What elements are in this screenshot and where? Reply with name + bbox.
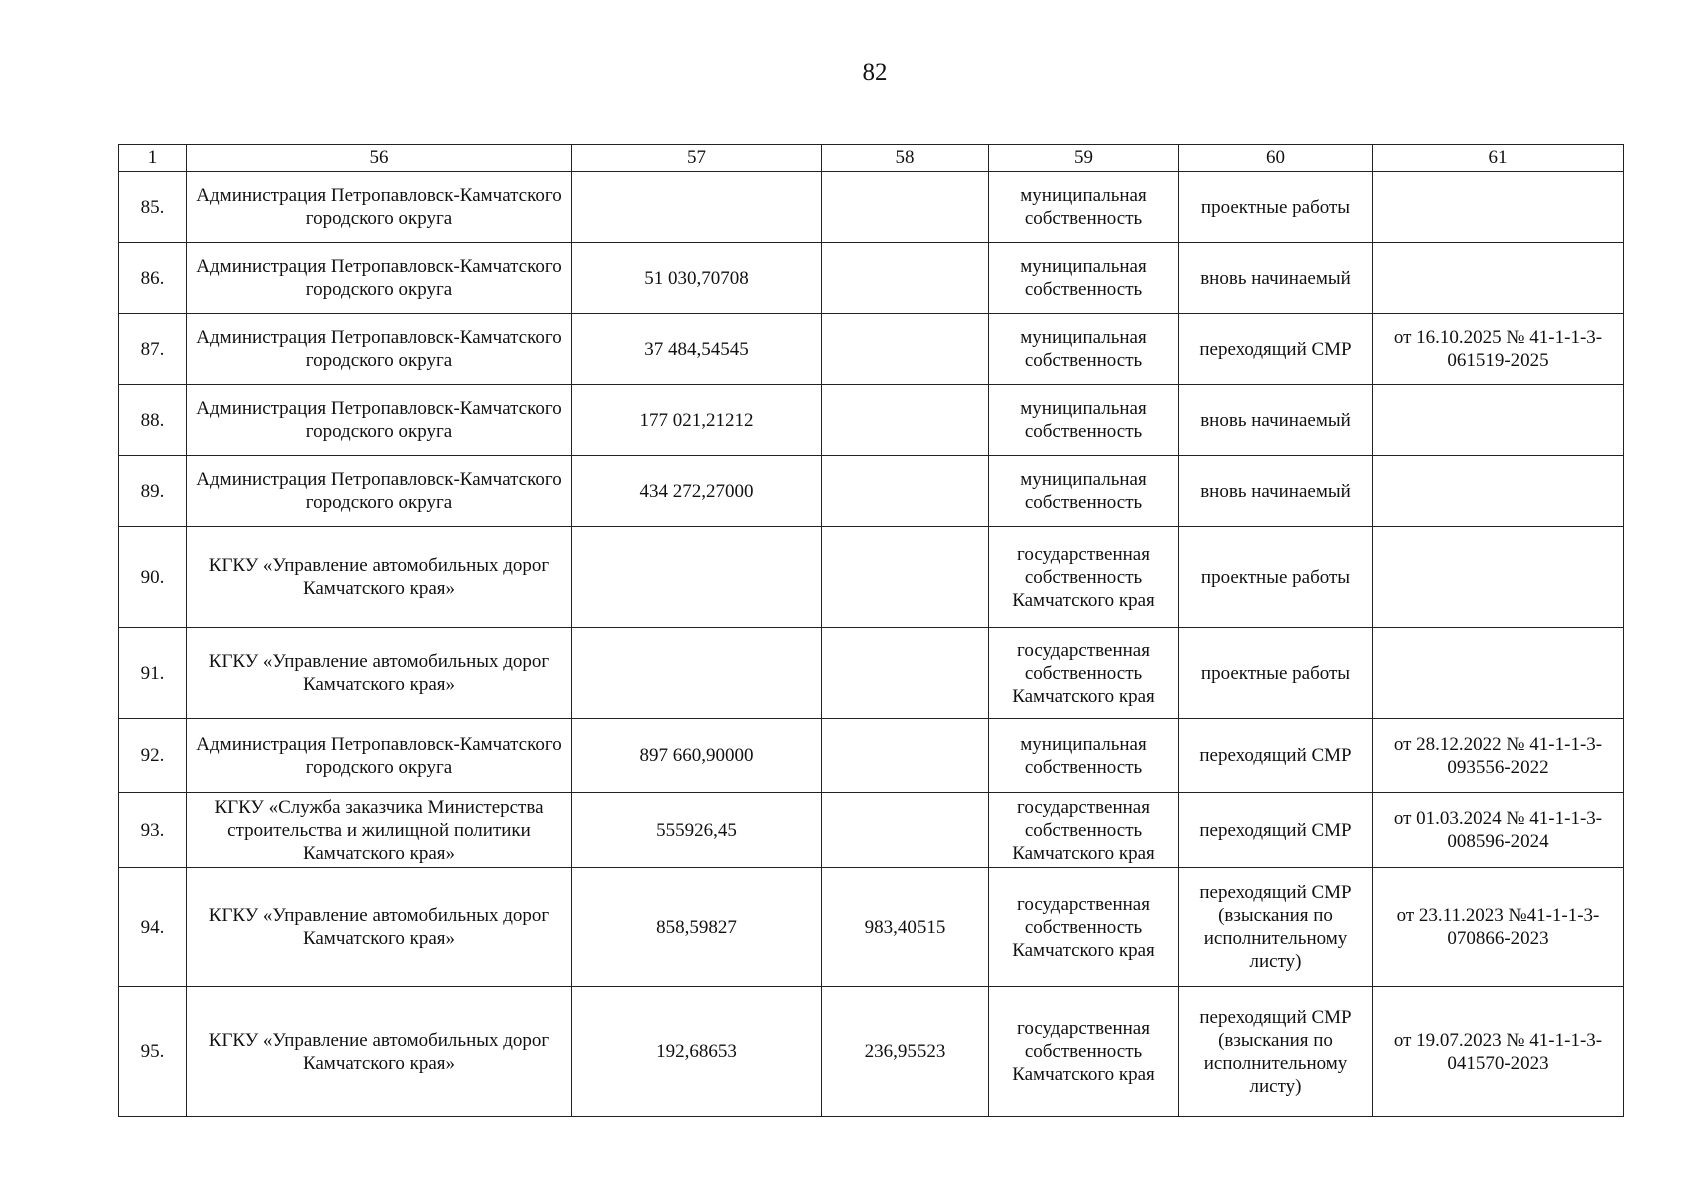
column-header: 57 xyxy=(572,145,822,172)
column-header: 59 xyxy=(989,145,1179,172)
cell-col-59: государственная собственность Камчатского края xyxy=(989,987,1179,1117)
row-number: 93. xyxy=(119,793,187,868)
table-row xyxy=(119,172,1624,243)
cell-col-59: муниципальная собственность xyxy=(989,243,1179,314)
table-row xyxy=(119,987,1624,1117)
cell-col-57: 897 660,90000 xyxy=(572,719,822,793)
cell-col-60: проектные работы xyxy=(1179,172,1373,243)
cell-col-56: КГКУ «Служба заказчика Министерства строительства и жилищной политики Камчатского края» xyxy=(187,793,572,868)
column-header: 58 xyxy=(822,145,989,172)
cell-col-59: муниципальная собственность xyxy=(989,456,1179,527)
table-row xyxy=(119,628,1624,719)
header-row xyxy=(119,145,1624,172)
cell-col-59: муниципальная собственность xyxy=(989,719,1179,793)
cell-col-61: от 28.12.2022 № 41-1-1-3-093556-2022 xyxy=(1373,719,1624,793)
cell-col-58: 236,95523 xyxy=(822,987,989,1117)
cell-col-60: вновь начинаемый xyxy=(1179,385,1373,456)
cell-col-61 xyxy=(1373,385,1624,456)
row-number: 89. xyxy=(119,456,187,527)
cell-col-61 xyxy=(1373,243,1624,314)
cell-col-56: Администрация Петропавловск-Камчатского городского округа xyxy=(187,243,572,314)
cell-col-58 xyxy=(822,527,989,628)
cell-col-59: муниципальная собственность xyxy=(989,172,1179,243)
cell-col-61 xyxy=(1373,456,1624,527)
page-number: 82 xyxy=(862,59,888,86)
cell-col-57: 37 484,54545 xyxy=(572,314,822,385)
cell-col-58 xyxy=(822,385,989,456)
row-number: 86. xyxy=(119,243,187,314)
cell-col-57: 192,68653 xyxy=(572,987,822,1117)
cell-col-60: переходящий СМР xyxy=(1179,793,1373,868)
cell-col-60: вновь начинаемый xyxy=(1179,243,1373,314)
table-row xyxy=(119,314,1624,385)
table-row xyxy=(119,719,1624,793)
cell-col-60: переходящий СМР (взыскания по исполнительному листу) xyxy=(1179,987,1373,1117)
cell-col-58 xyxy=(822,793,989,868)
cell-col-56: КГКУ «Управление автомобильных дорог Камчатского края» xyxy=(187,868,572,987)
cell-col-59: государственная собственность Камчатского края xyxy=(989,793,1179,868)
table-row xyxy=(119,868,1624,987)
table-row xyxy=(119,385,1624,456)
cell-col-58 xyxy=(822,456,989,527)
column-header: 60 xyxy=(1179,145,1373,172)
column-header: 61 xyxy=(1373,145,1624,172)
cell-col-60: переходящий СМР xyxy=(1179,719,1373,793)
cell-col-61 xyxy=(1373,172,1624,243)
cell-col-61: от 19.07.2023 № 41-1-1-3-041570-2023 xyxy=(1373,987,1624,1117)
cell-col-56: Администрация Петропавловск-Камчатского городского округа xyxy=(187,456,572,527)
cell-col-59: государственная собственность Камчатского края xyxy=(989,527,1179,628)
row-number: 85. xyxy=(119,172,187,243)
cell-col-56: Администрация Петропавловск-Камчатского городского округа xyxy=(187,719,572,793)
cell-col-56: Администрация Петропавловск-Камчатского городского округа xyxy=(187,314,572,385)
cell-col-58 xyxy=(822,719,989,793)
cell-col-58: 983,40515 xyxy=(822,868,989,987)
table-row xyxy=(119,793,1624,868)
cell-col-61: от 01.03.2024 № 41-1-1-3-008596-2024 xyxy=(1373,793,1624,868)
cell-col-61 xyxy=(1373,628,1624,719)
row-number: 95. xyxy=(119,987,187,1117)
cell-col-58 xyxy=(822,243,989,314)
cell-col-59: муниципальная собственность xyxy=(989,385,1179,456)
cell-col-58 xyxy=(822,314,989,385)
cell-col-61 xyxy=(1373,527,1624,628)
cell-col-58 xyxy=(822,172,989,243)
column-header: 1 xyxy=(119,145,187,172)
cell-col-58 xyxy=(822,628,989,719)
table-row xyxy=(119,243,1624,314)
cell-col-61: от 23.11.2023 №41-1-1-3-070866-2023 xyxy=(1373,868,1624,987)
row-number: 87. xyxy=(119,314,187,385)
cell-col-57 xyxy=(572,527,822,628)
cell-col-57: 51 030,70708 xyxy=(572,243,822,314)
cell-col-57 xyxy=(572,172,822,243)
table-row xyxy=(119,456,1624,527)
data-table xyxy=(118,144,1624,1117)
cell-col-56: КГКУ «Управление автомобильных дорог Камчатского края» xyxy=(187,628,572,719)
cell-col-56: КГКУ «Управление автомобильных дорог Камчатского края» xyxy=(187,527,572,628)
row-number: 90. xyxy=(119,527,187,628)
cell-col-59: государственная собственность Камчатского края xyxy=(989,868,1179,987)
cell-col-61: от 16.10.2025 № 41-1-1-3-061519-2025 xyxy=(1373,314,1624,385)
cell-col-57: 858,59827 xyxy=(572,868,822,987)
cell-col-60: переходящий СМР xyxy=(1179,314,1373,385)
cell-col-57: 177 021,21212 xyxy=(572,385,822,456)
column-header: 56 xyxy=(187,145,572,172)
cell-col-56: Администрация Петропавловск-Камчатского городского округа xyxy=(187,385,572,456)
cell-col-57: 434 272,27000 xyxy=(572,456,822,527)
cell-col-60: вновь начинаемый xyxy=(1179,456,1373,527)
table-row xyxy=(119,527,1624,628)
row-number: 94. xyxy=(119,868,187,987)
cell-col-56: КГКУ «Управление автомобильных дорог Камчатского края» xyxy=(187,987,572,1117)
cell-col-57 xyxy=(572,628,822,719)
row-number: 92. xyxy=(119,719,187,793)
row-number: 91. xyxy=(119,628,187,719)
row-number: 88. xyxy=(119,385,187,456)
cell-col-56: Администрация Петропавловск-Камчатского городского округа xyxy=(187,172,572,243)
cell-col-59: муниципальная собственность xyxy=(989,314,1179,385)
cell-col-59: государственная собственность Камчатского края xyxy=(989,628,1179,719)
cell-col-60: переходящий СМР (взыскания по исполнительному листу) xyxy=(1179,868,1373,987)
cell-col-57: 555926,45 xyxy=(572,793,822,868)
cell-col-60: проектные работы xyxy=(1179,628,1373,719)
cell-col-60: проектные работы xyxy=(1179,527,1373,628)
